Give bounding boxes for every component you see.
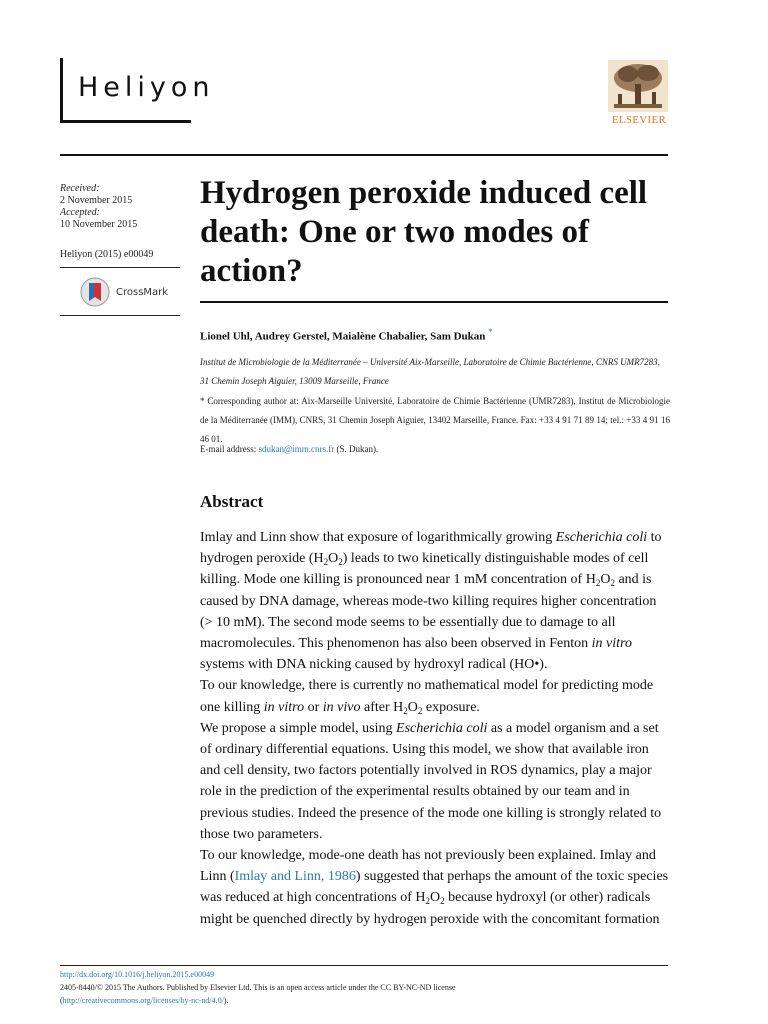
abstract-paragraph: We propose a simple model, using Escherichia coli as a model organism and a set of ordinary differential equations. Using this model, we show that available iron and cell density, two factors potentially involved in ROS dynamics, play a major role in the prediction of the experimental results obtained by our team and in previous studies. Indeed the presence of the mode one killing is strongly related to those two parameters. xyxy=(200,720,662,842)
author-list xyxy=(200,327,493,343)
meta-divider-bottom xyxy=(60,315,180,316)
corresponding-author-link[interactable]: * xyxy=(488,327,493,337)
authors-text: Lionel Uhl, Audrey Gerstel, Maialène Chabalier, Sam Dukan xyxy=(200,330,486,343)
email-suffix: (S. Dukan). xyxy=(336,444,379,454)
email-line xyxy=(200,444,378,454)
elsevier-tree-icon xyxy=(608,60,668,112)
abstract-body xyxy=(200,527,670,930)
article-title: Hydrogen peroxide induced cell death: One or two modes of action? xyxy=(200,175,648,289)
corresponding-author-note: * Corresponding author at: Aix-Marseille Université, Laboratoire de Chimie Bactérienne (UMR7283), Institut de Microbiologie de la Méditerranée (IMM), CNRS, 31 Chemin Joseph Aiguier, 13402 Marseille, France. Fax: +33 4 91 71 89 14; tel.: +33 4 91 16 46 01. xyxy=(200,396,670,444)
affiliation: Institut de Microbiologie de la Méditerranée – Université Aix-Marseille, Laboratoire de Chimie Bactérienne, CNRS UMR7283, 31 Chemin Joseph Aiguier, 13009 Marseille, France xyxy=(200,357,660,386)
footer: http://dx.doi.org/10.1016/j.heliyon.2015.e00049 2405-8440/© 2015 The Authors. Published by Elsevier Ltd. This is an open access article under the CC BY-NC-ND license (http://creativecommons.org/licenses/by-nc-nd/4.0/). xyxy=(60,970,456,1005)
abstract-paragraph: Imlay and Linn show that exposure of logarithmically growing Escherichia coli to hydrogen peroxide $(H_2O_2)$ leads to two kinetically distinguishable modes of cell killing. Mode one killing is pronounced near 1 mM concentration of $H_2O_2$ and is caused by DNA damage, whereas mode-two killing requires higher concentration (> 10 mM). The second mode seems to be essentially due to damage to all macromolecules. This phenomenon has also been observed in Fenton in vitro systems with DNA nicking caused by hydroxyl radical (HO•). xyxy=(200,530,662,673)
accepted-label: Accepted: xyxy=(60,207,100,218)
license-link[interactable]: http://creativecommons.org/licenses/by-nc-nd/4.0/ xyxy=(62,996,224,1005)
crossmark-label: CrossMark xyxy=(116,286,169,298)
header-divider xyxy=(60,154,668,156)
article-dates xyxy=(60,183,137,231)
title-divider xyxy=(200,301,668,303)
publisher-wordmark: ELSEVIER xyxy=(611,114,667,126)
footer-divider xyxy=(60,965,668,966)
abstract-heading: Abstract xyxy=(200,492,264,511)
citation: Heliyon (2015) e00049 xyxy=(60,249,154,260)
accepted-date: 10 November 2015 xyxy=(60,219,138,230)
abstract-paragraph: To our knowledge, mode-one death has not previously been explained. Imlay and Linn (Imlay and Linn, 1986) suggested that perhaps the amount of the toxic species was reduced at high concentrations of $H_2O_2$ because hydroxyl (or other) radicals might be quenched directly by hydrogen peroxide with the concomitant formation xyxy=(200,848,669,927)
crossmark-icon xyxy=(80,277,110,307)
journal-name: Heliyon xyxy=(78,72,215,103)
received-label: Received: xyxy=(60,183,100,194)
citation-link[interactable]: Imlay and Linn, 1986 xyxy=(234,869,356,885)
crossmark-badge[interactable] xyxy=(80,277,168,307)
meta-divider-top xyxy=(60,267,180,268)
license-text: 2405-8440/© 2015 The Authors. Published by Elsevier Ltd. This is an open access article under the CC BY-NC-ND license xyxy=(60,983,456,992)
email-label: E-mail address: xyxy=(200,444,257,454)
doi-link[interactable]: http://dx.doi.org/10.1016/j.heliyon.2015.e00049 xyxy=(60,970,215,979)
publisher-logo[interactable] xyxy=(608,60,670,126)
abstract-paragraph: To our knowledge, there is currently no mathematical model for predicting mode one killing in vitro or in vivo after $H_2O_2$ exposure. xyxy=(200,678,654,716)
email-link[interactable]: sdukan@imm.cnrs.fr xyxy=(258,444,335,454)
received-date: 2 November 2015 xyxy=(60,195,133,206)
